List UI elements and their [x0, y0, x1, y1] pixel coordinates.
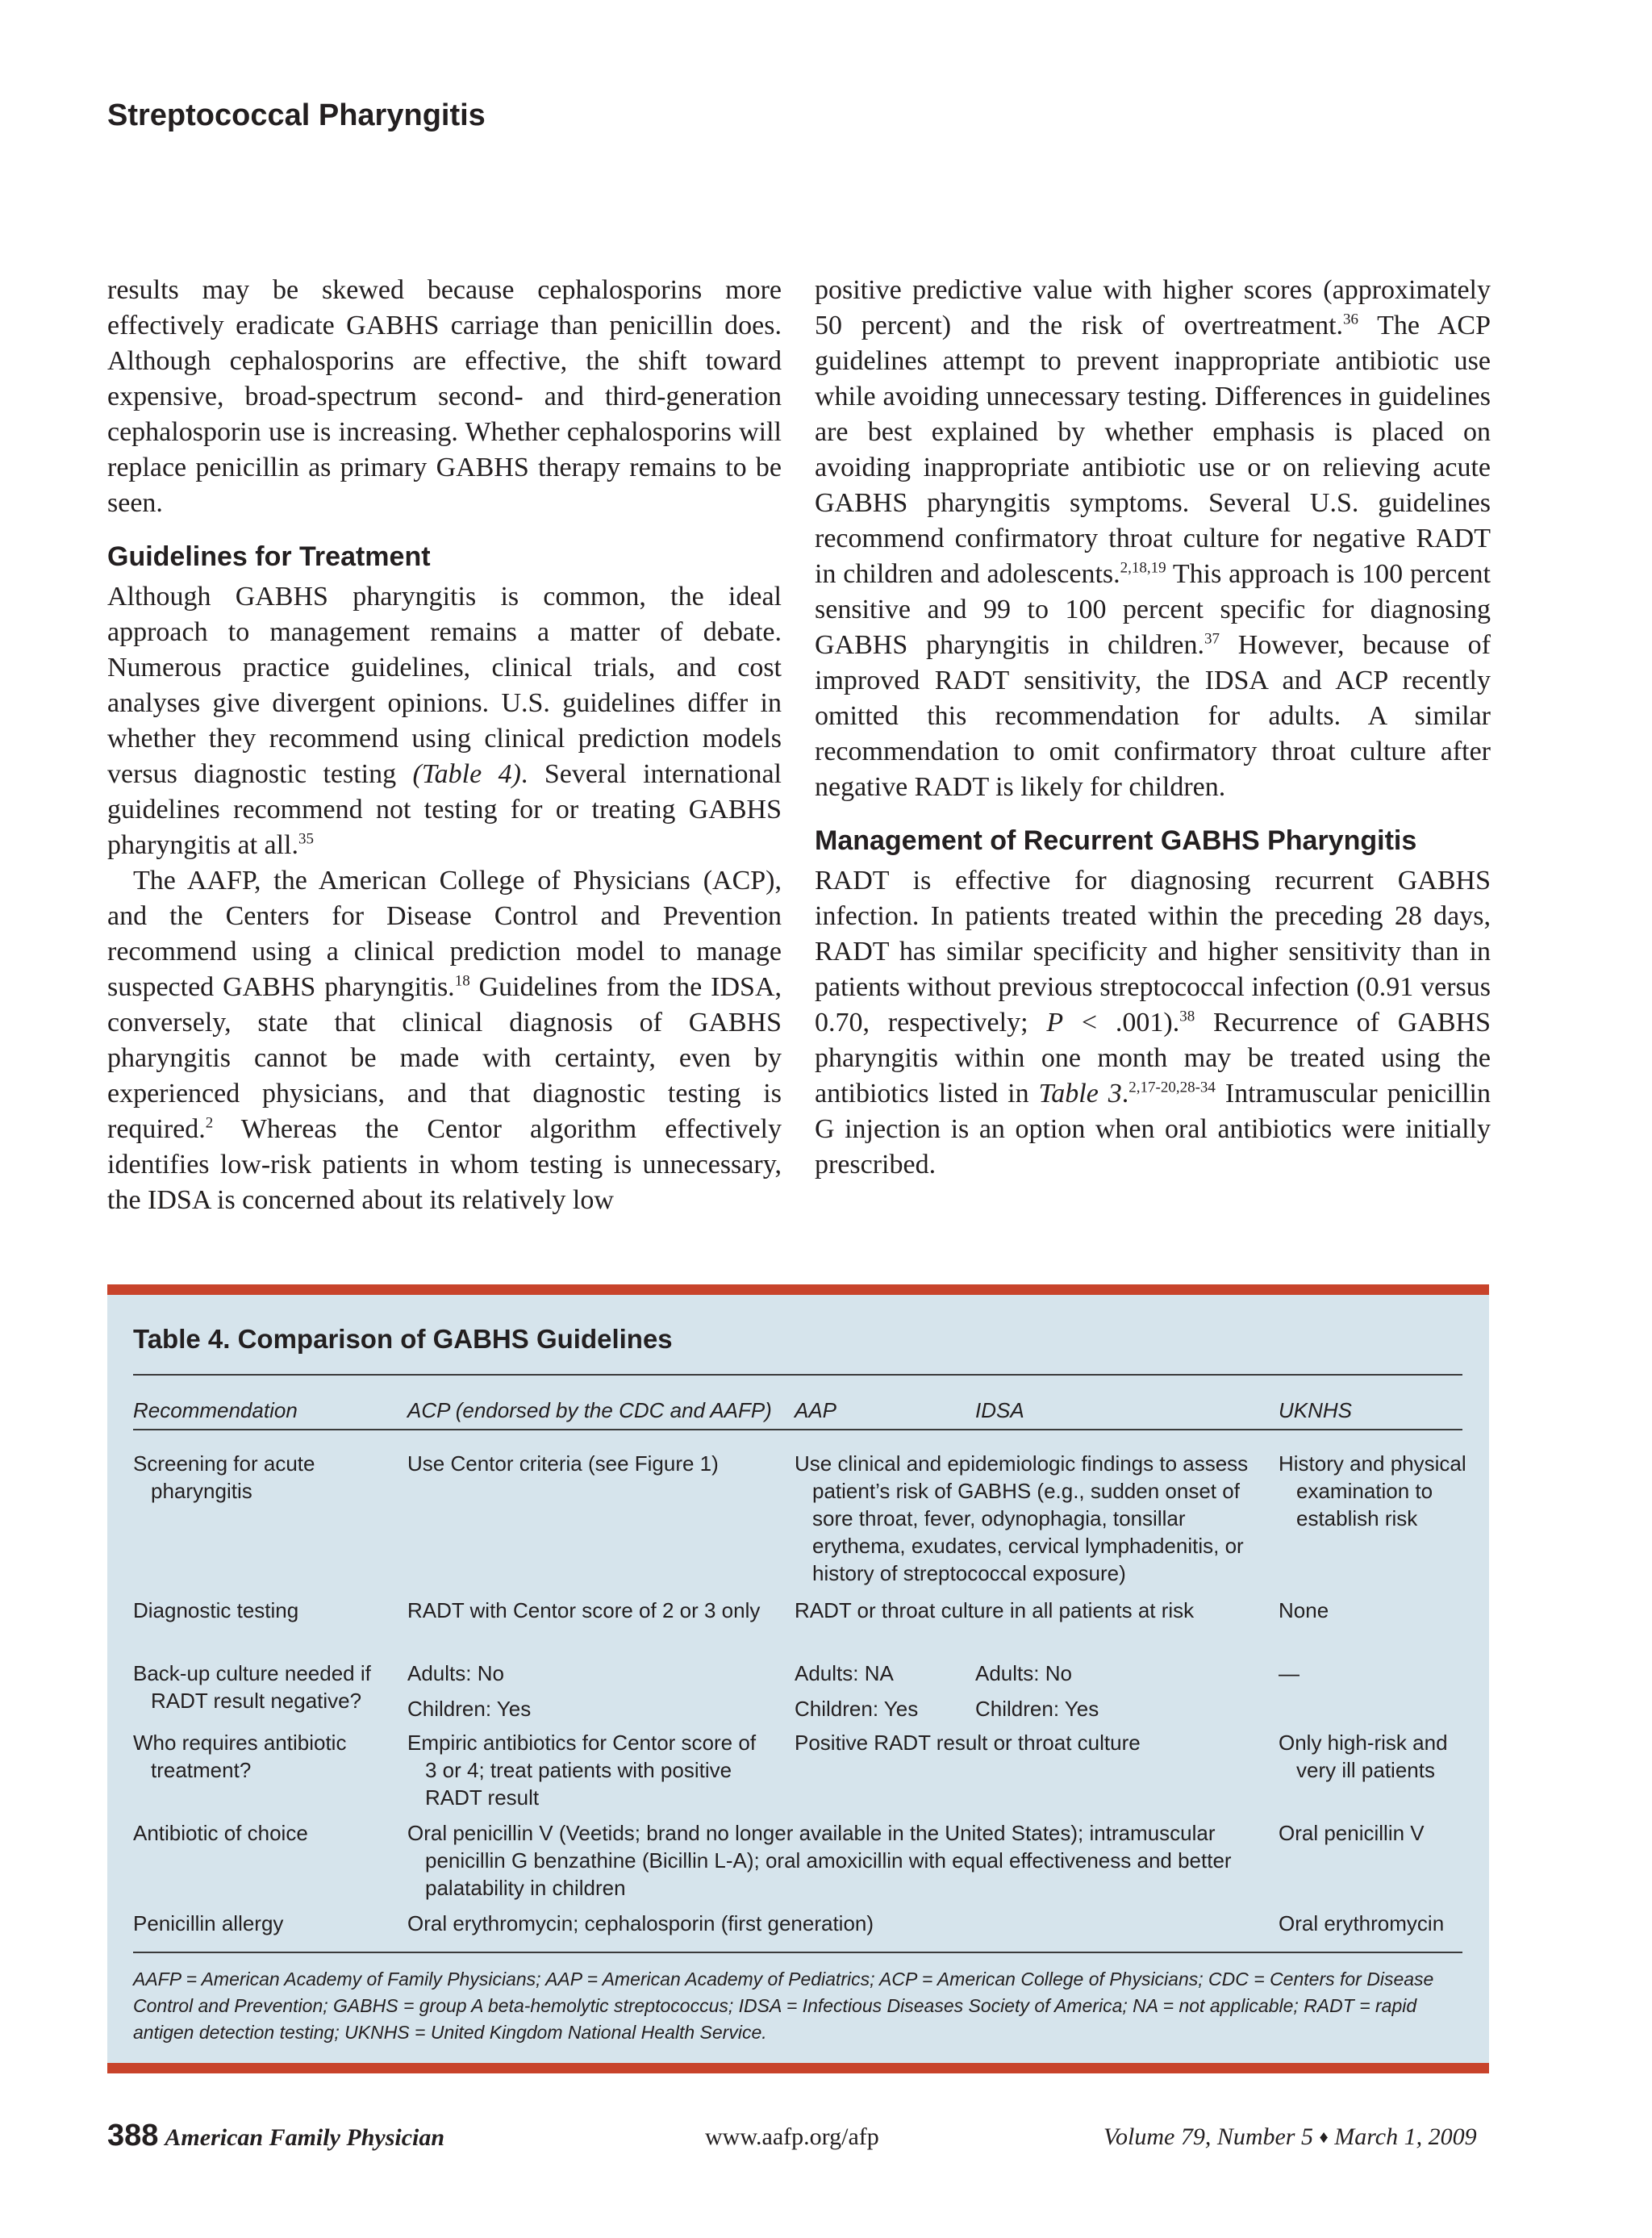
citation: 36 [1343, 311, 1359, 328]
table-rule [133, 1374, 1462, 1376]
row-label-diagnostic: Diagnostic testing [133, 1598, 299, 1622]
cell-aap-idsa-who: Positive RADT result or throat culture [795, 1731, 1141, 1755]
table-title: Table 4. Comparison of GABHS Guidelines [133, 1324, 673, 1354]
column-header-aap: AAP [795, 1398, 837, 1422]
journal-name: American Family Physician [165, 2124, 445, 2151]
cell-uknhs-screening: History and physical examination to establish risk [1279, 1451, 1466, 1530]
table-reference: Table 3 [1038, 1079, 1122, 1109]
row-label-allergy: Penicillin allergy [133, 1911, 284, 1935]
cell-us-allergy: Oral erythromycin; cephalosporin (first generation) [407, 1911, 874, 1935]
cell-acp-screening: Use Centor criteria (see Figure 1) [407, 1451, 719, 1476]
table-rule [133, 1429, 1462, 1430]
cell-aap-backup-children: Children: Yes [795, 1697, 919, 1721]
citation: 37 [1204, 630, 1220, 648]
paragraph: positive predictive value with higher scores (approximately 50 percent) and the risk of overtreatment.$^{36}$ The ACP guidelines attempt to prevent inappropriate antibiotic use while avoiding unnecessary testing. Differences in guidelines are best explained by whether emphasis is placed on avoiding inappropriate antibiotic use or on relieving acute GABHS pharyngitis symptoms. Several U.S. guidelines recommend confirmatory throat culture for negative RADT in children and adolescents.$^{2,18,19}$ This approach is 100 percent sensitive and 99 to 100 percent specific for diagnosing GABHS pharyngitis in children.$^{37}$ However, because of improved RADT sensitivity, the IDSA and ACP recently omitted this recommendation for adults. A similar recommendation to omit confirmatory throat culture after negative RADT is likely for children. [815, 275, 1491, 802]
cell-us-choice: Oral penicillin V (Veetids; brand no longer available in the United States); intramuscular penicillin G benzathine (Bicillin L-A); oral amoxicillin with equal effectiveness and better palatability in children [407, 1821, 1232, 1900]
cell-aap-idsa-diagnostic: RADT or throat culture in all patients at risk [795, 1598, 1195, 1622]
right-column [815, 273, 1491, 1183]
column-header-recommendation: Recommendation [133, 1398, 298, 1422]
cell-uknhs-allergy: Oral erythromycin [1279, 1911, 1445, 1935]
cell-uknhs-who: Only high-risk and very ill patients [1279, 1731, 1448, 1782]
table-rule [133, 1952, 1462, 1953]
paragraph: results may be skewed because cephalosporins more effectively eradicate GABHS carriage than penicillin does. Although cephalosporins are effective, the shift toward expensive, broad-spectrum second- and third-generation cephalosporin use is increasing. Whether cephalosporins will replace penicillin as primary GABHS therapy remains to be seen. [107, 275, 782, 518]
section-heading: Guidelines for Treatment [107, 541, 431, 572]
citation: 2,17-20,28-34 [1128, 1079, 1216, 1096]
citation: 35 [298, 830, 315, 848]
cell-acp-diagnostic: RADT with Centor score of 2 or 3 only [407, 1598, 761, 1622]
cell-idsa-backup-adults: Adults: No [975, 1661, 1072, 1685]
row-label-screening: Screening for acute pharyngitis [133, 1451, 315, 1503]
citation: 2 [205, 1114, 214, 1132]
page-number: 388 [107, 2119, 159, 2152]
cell-idsa-backup-children: Children: Yes [975, 1697, 1099, 1721]
citation: 18 [454, 972, 470, 990]
paragraph: RADT is effective for diagnosing recurrent GABHS infection. In patients treated within the preceding 28 days, RADT has similar specificity and higher sensitivity than in patients without previous streptococcal infection (0.91 versus 0.70, respectively; P < .001).$^{38}$ Recurrence of GABHS pharyngitis within one month may be treated using the antibiotics listed in Table 3.$^{2,17-20,28-34}$ Intramuscular penicillin G injection is an option when oral antibiotics were initially prescribed. [815, 866, 1491, 1180]
paragraph: Although GABHS pharyngitis is common, the ideal approach to management remains a matter of debate. Numerous practice guidelines, clinical trials, and cost analyses give divergent opinions. U.S. guidelines differ in whether they recommend using clinical prediction models versus diagnostic testing (Table 4). Several international guidelines recommend not testing for or treating GABHS pharyngitis at all.$^{35}$ [107, 582, 782, 860]
cell-uknhs-backup: — [1279, 1661, 1299, 1685]
cell-acp-backup-adults: Adults: No [407, 1661, 504, 1685]
paragraph: The AAFP, the American College of Physicians (ACP), and the Centers for Disease Control and Prevention recommend using a clinical prediction model to manage suspected GABHS pharyngitis.$^{18}$ Guidelines from the IDSA, conversely, state that clinical diagnosis of GABHS pharyngitis cannot be made with certainty, even by experienced physicians, and that diagnostic testing is required.$^2$ Whereas the Centor algorithm effectively identifies low-risk patients in whom testing is unnecessary, the IDSA is concerned about its relatively low [107, 866, 782, 1215]
cell-acp-who: Empiric antibiotics for Centor score of 3 or 4; treat patients with positive RADT result [407, 1731, 757, 1810]
left-column [107, 273, 782, 1218]
table-reference: (Table 4) [412, 759, 521, 789]
cell-uknhs-diagnostic: None [1279, 1598, 1329, 1622]
running-head: Streptococcal Pharyngitis [107, 98, 486, 132]
column-header-idsa: IDSA [975, 1398, 1024, 1422]
footer-url: www.aafp.org/afp [705, 2123, 879, 2150]
column-header-acp: ACP (endorsed by the CDC and AAFP) [407, 1398, 772, 1422]
bullet-icon: ♦ [1319, 2127, 1329, 2147]
cell-uknhs-choice: Oral penicillin V [1279, 1821, 1425, 1845]
footer-left [107, 2119, 444, 2153]
table-4 [107, 1284, 1489, 2073]
citation: 38 [1179, 1008, 1195, 1025]
cell-aap-idsa-screening: Use clinical and epidemiologic findings to assess patient’s risk of GABHS (e.g., sudden onset of sore throat, fever, odynophagia, tonsillar erythema, exudates, cervical lymphadenitis, or history of streptococcal exposure) [795, 1451, 1249, 1585]
citation: 2,18,19 [1120, 559, 1166, 577]
footer-issue: Volume 79, Number 5 ♦ March 1, 2009 [1103, 2123, 1477, 2150]
cell-aap-backup-adults: Adults: NA [795, 1661, 894, 1685]
section-heading: Management of Recurrent GABHS Pharyngitis [815, 825, 1417, 856]
row-label-who: Who requires antibiotic treatment? [133, 1731, 347, 1782]
row-label-backup: Back-up culture needed if RADT result negative? [133, 1661, 371, 1713]
cell-acp-backup-children: Children: Yes [407, 1697, 532, 1721]
table-footnote: AAFP = American Academy of Family Physicians; AAP = American Academy of Pediatrics; ACP = American College of Physicians; CDC = Centers for Disease Control and Prevention; GABHS = group A beta-hemolytic streptococcus; IDSA = Infectious Diseases Society of America; NA = not applicable; RADT = rapid antigen detection testing; UKNHS = United Kingdom National Health Service. [133, 1969, 1434, 2043]
row-label-choice: Antibiotic of choice [133, 1821, 308, 1845]
column-header-uknhs: UKNHS [1279, 1398, 1353, 1422]
